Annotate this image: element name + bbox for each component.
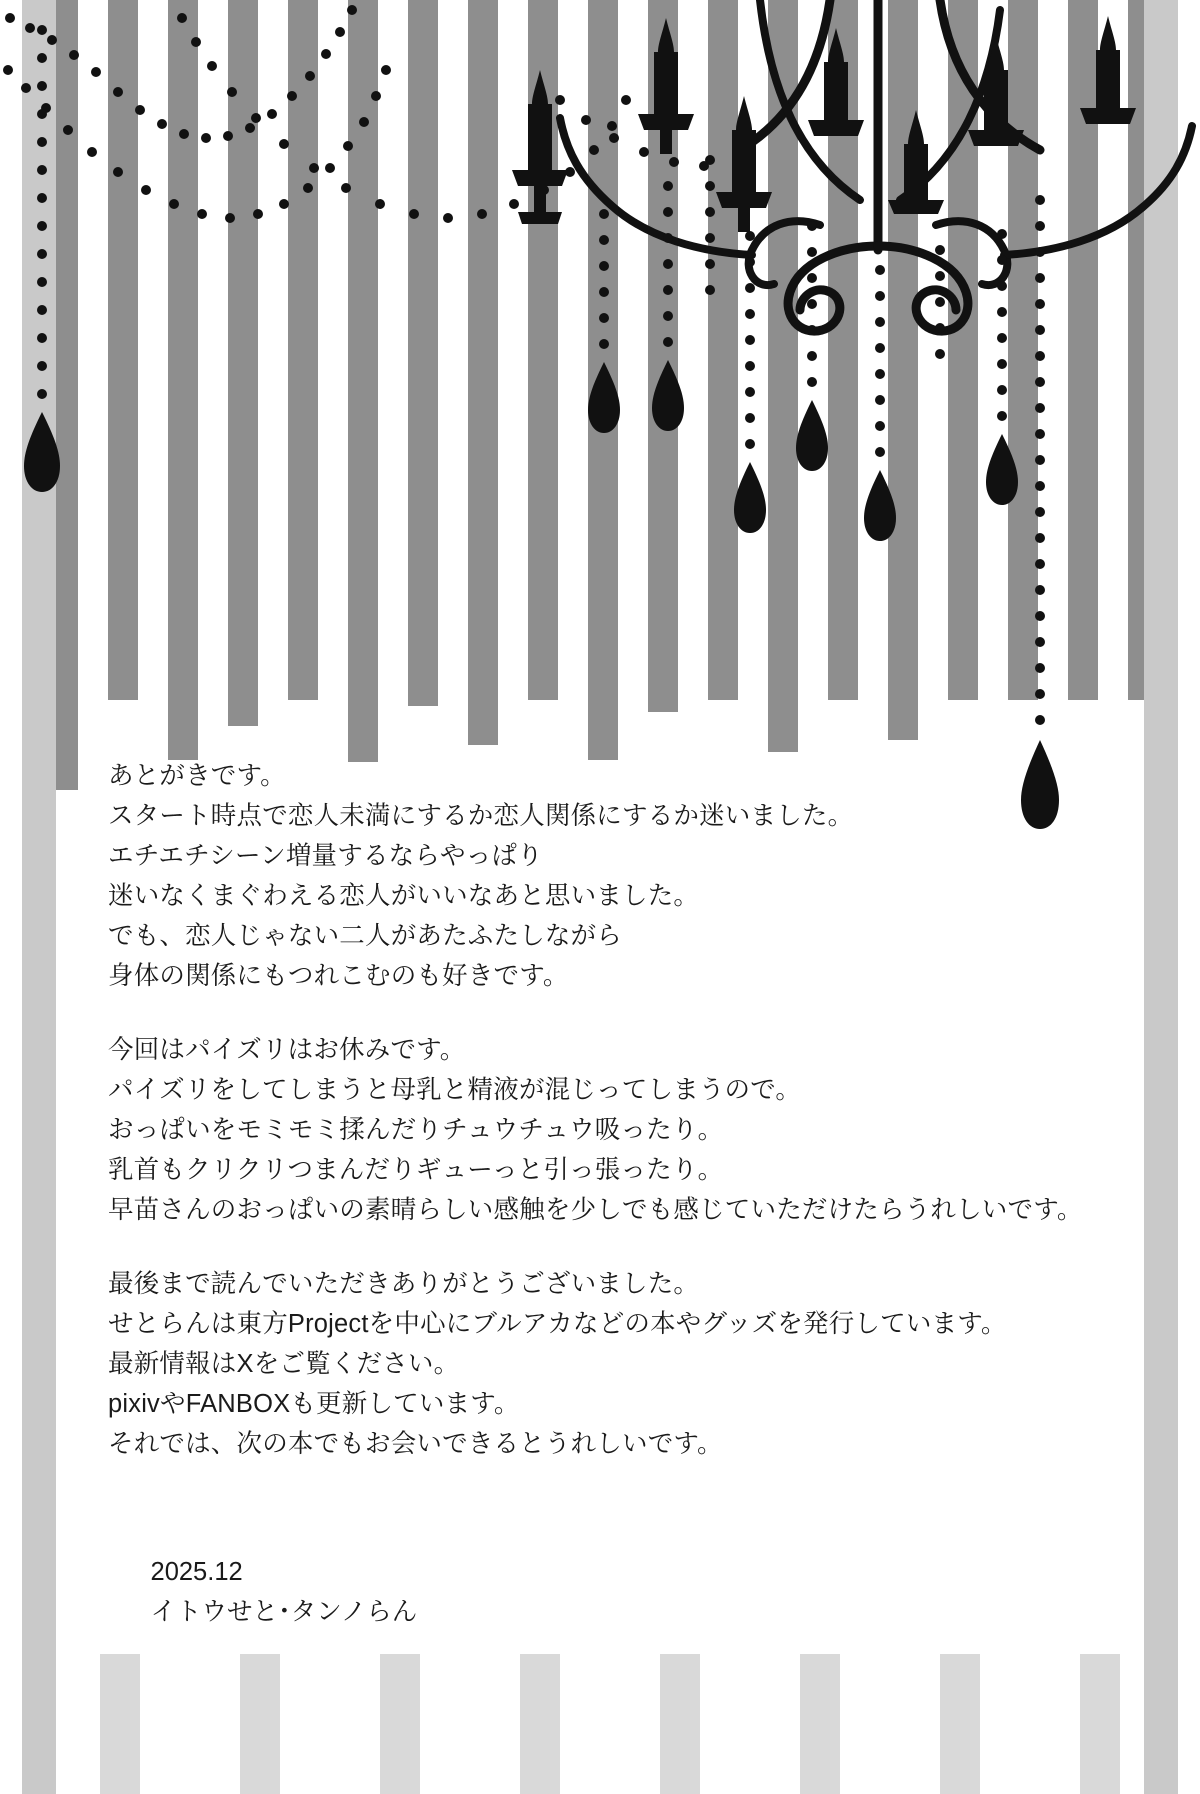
afterword-line: あとがきです。 (108, 762, 286, 790)
afterword-text (108, 756, 1118, 1672)
afterword-line: 今回はパイズリはお休みです。 (108, 1036, 466, 1064)
afterword-line: パイズリをしてしまうと母乳と精液が混じってしまうので。 (108, 1076, 802, 1104)
afterword-line: スタート時点で恋人未満にするか恋人関係にするか迷いました。 (108, 802, 854, 830)
afterword-line: でも、恋人じゃない二人があたふたしながら (108, 922, 623, 950)
afterword-line: 最後まで読んでいただきありがとうございました。 (108, 1270, 700, 1298)
afterword-line: エチエチシーン増量するならやっぱり (108, 842, 543, 870)
signature-line (108, 1512, 1118, 1672)
afterword-line: せとらんは東方Projectを中心にブルアカなどの本やグッズを発行しています。 (108, 1310, 1007, 1338)
afterword-line: pixivやFANBOXも更新しています。 (108, 1390, 520, 1418)
signature-authors: イトウせと･タンノらん (150, 1598, 418, 1626)
afterword-line: おっぱいをモミモミ揉んだりチュウチュウ吸ったり。 (108, 1116, 724, 1144)
afterword-line: 早苗さんのおっぱいの素晴らしい感触を少しでも感じていただけたらうれしいです。 (108, 1196, 1083, 1224)
afterword-line: 乳首もクリクリつまんだりギューっと引っ張ったり。 (108, 1156, 724, 1184)
afterword-line: 身体の関係にもつれこむのも好きです。 (108, 962, 569, 990)
afterword-paragraph-2 (108, 1030, 1118, 1230)
afterword-paragraph-3 (108, 1264, 1118, 1464)
afterword-line: 迷いなくまぐわえる恋人がいいなあと思いました。 (108, 882, 700, 910)
signature-date: 2025.12 (150, 1558, 243, 1586)
afterword-line: それでは、次の本でもお会いできるとうれしいです。 (108, 1430, 723, 1458)
afterword-paragraph-1 (108, 756, 1118, 996)
afterword-line: 最新情報はXをご覧ください。 (108, 1350, 460, 1378)
